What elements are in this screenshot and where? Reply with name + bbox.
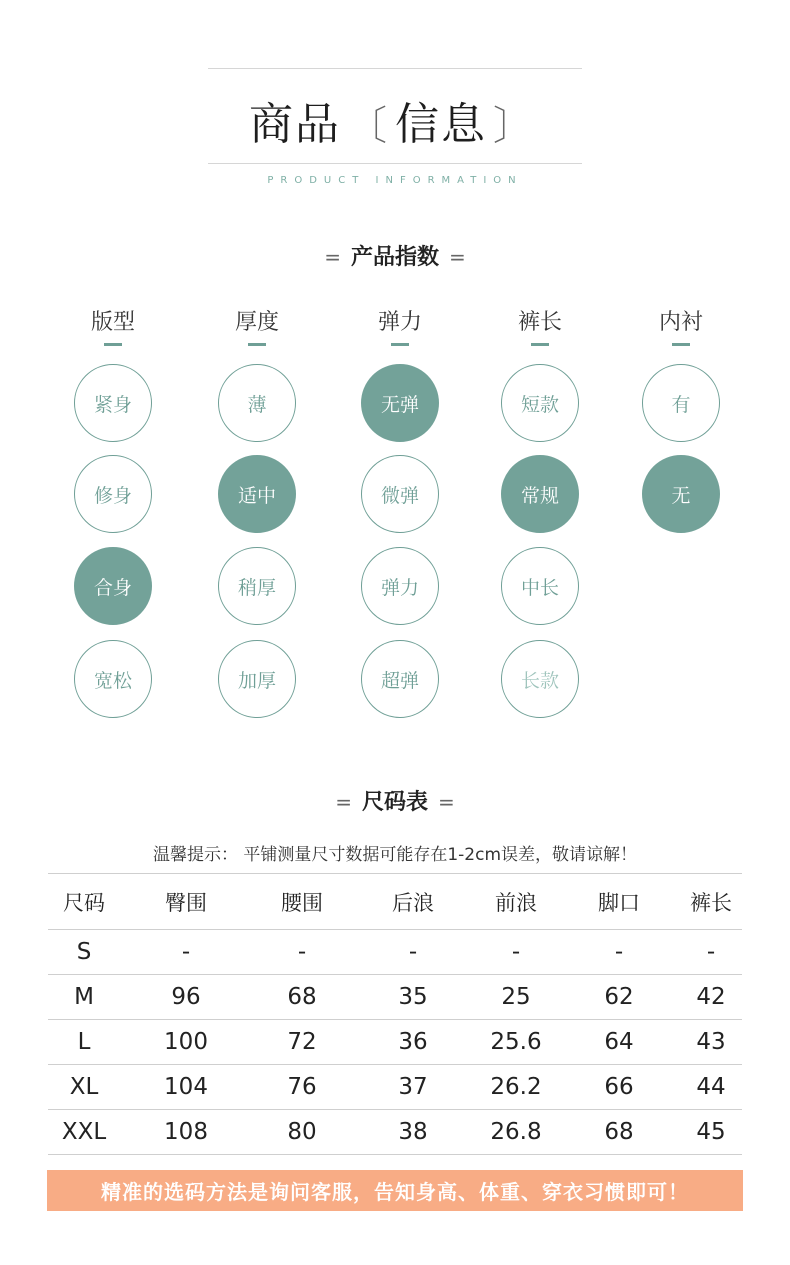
table-row [48, 1020, 742, 1065]
size-cell: XL [48, 1065, 120, 1110]
heading-eq-right: = [449, 245, 466, 269]
size-header-cell: 裤长 [680, 874, 742, 930]
header-top-rule [208, 68, 582, 69]
index-option-selected: 合身 [74, 547, 152, 625]
index-option: 加厚 [218, 640, 296, 718]
index-option: 中长 [501, 547, 579, 625]
index-option: 弹力 [361, 547, 439, 625]
table-row [48, 1065, 742, 1110]
index-option-selected: 适中 [218, 455, 296, 533]
title-bracket-open: 〔 [347, 103, 389, 149]
size-cell: - [558, 930, 680, 975]
header-bottom-rule [208, 163, 582, 164]
size-cell: 66 [558, 1065, 680, 1110]
page-title [0, 88, 790, 152]
page-subtitle: PRODUCT INFORMATION [267, 175, 523, 186]
table-row [48, 930, 742, 975]
size-cell: - [680, 930, 742, 975]
size-cell: 104 [120, 1065, 252, 1110]
size-cell: 76 [252, 1065, 352, 1110]
index-option: 长款 [501, 640, 579, 718]
size-table [48, 873, 742, 1155]
size-cell: 80 [252, 1110, 352, 1155]
sizing-advice-banner: 精准的选码方法是询问客服，告知身高、体重、穿衣习惯即可！ [47, 1170, 743, 1211]
size-cell: 25.6 [474, 1020, 558, 1065]
size-cell: M [48, 975, 120, 1020]
size-cell: - [352, 930, 474, 975]
heading-text: 产品指数 [350, 245, 439, 270]
heading-eq-right: = [438, 790, 455, 814]
size-header-cell: 臀围 [120, 874, 252, 930]
size-cell: 26.8 [474, 1110, 558, 1155]
size-cell: S [48, 930, 120, 975]
title-bracket-close: 〕 [493, 103, 535, 149]
index-column-2 [207, 308, 307, 346]
size-cell: 26.2 [474, 1065, 558, 1110]
size-cell: 100 [120, 1020, 252, 1065]
size-cell: 62 [558, 975, 680, 1020]
size-cell: 108 [120, 1110, 252, 1155]
size-cell: 25 [474, 975, 558, 1020]
heading-text: 尺码表 [361, 790, 428, 815]
table-row [48, 1110, 742, 1155]
size-cell: - [474, 930, 558, 975]
column-title-underline [248, 343, 266, 346]
size-table-header [48, 874, 742, 930]
size-chart-heading [0, 785, 790, 816]
size-header-cell: 脚口 [558, 874, 680, 930]
title-right: 信息 [395, 99, 487, 150]
size-cell: 68 [252, 975, 352, 1020]
size-cell: 72 [252, 1020, 352, 1065]
column-title-underline [104, 343, 122, 346]
column-title-underline [391, 343, 409, 346]
size-cell: L [48, 1020, 120, 1065]
title-left: 商品 [249, 99, 341, 150]
product-index-heading [0, 240, 790, 271]
index-column-title: 弹力 [377, 310, 422, 335]
index-option: 稍厚 [218, 547, 296, 625]
table-row [48, 975, 742, 1020]
size-header-cell: 后浪 [352, 874, 474, 930]
size-table-body [48, 930, 742, 1155]
size-cell: 44 [680, 1065, 742, 1110]
index-option-selected: 无弹 [361, 364, 439, 442]
index-option: 微弹 [361, 455, 439, 533]
index-option: 短款 [501, 364, 579, 442]
size-cell: 45 [680, 1110, 742, 1155]
column-title-underline [672, 343, 690, 346]
size-cell: 42 [680, 975, 742, 1020]
index-option: 有 [642, 364, 720, 442]
size-header-cell: 尺码 [48, 874, 120, 930]
index-column-4 [490, 308, 590, 346]
size-cell: 43 [680, 1020, 742, 1065]
size-header-cell: 腰围 [252, 874, 352, 930]
index-option: 薄 [218, 364, 296, 442]
heading-eq-left: = [335, 790, 352, 814]
index-column-1 [63, 308, 163, 346]
index-column-title: 厚度 [234, 310, 279, 335]
size-header-cell: 前浪 [474, 874, 558, 930]
index-option: 超弹 [361, 640, 439, 718]
size-cell: 35 [352, 975, 474, 1020]
index-option: 紧身 [74, 364, 152, 442]
size-cell: 36 [352, 1020, 474, 1065]
measurement-notice: 温馨提示： 平铺测量尺寸数据可能存在1-2cm误差，敬请谅解！ [152, 845, 638, 865]
index-column-5 [631, 308, 731, 346]
index-column-3 [350, 308, 450, 346]
size-cell: 68 [558, 1110, 680, 1155]
size-cell: 37 [352, 1065, 474, 1110]
index-column-title: 版型 [90, 310, 135, 335]
size-cell: 64 [558, 1020, 680, 1065]
size-cell: XXL [48, 1110, 120, 1155]
index-option-selected: 无 [642, 455, 720, 533]
heading-eq-left: = [324, 245, 341, 269]
index-option: 修身 [74, 455, 152, 533]
column-title-underline [531, 343, 549, 346]
index-option-selected: 常规 [501, 455, 579, 533]
size-cell: - [120, 930, 252, 975]
index-column-title: 裤长 [517, 310, 562, 335]
size-cell: - [252, 930, 352, 975]
index-column-title: 内衬 [658, 310, 703, 335]
size-cell: 38 [352, 1110, 474, 1155]
index-option: 宽松 [74, 640, 152, 718]
size-cell: 96 [120, 975, 252, 1020]
